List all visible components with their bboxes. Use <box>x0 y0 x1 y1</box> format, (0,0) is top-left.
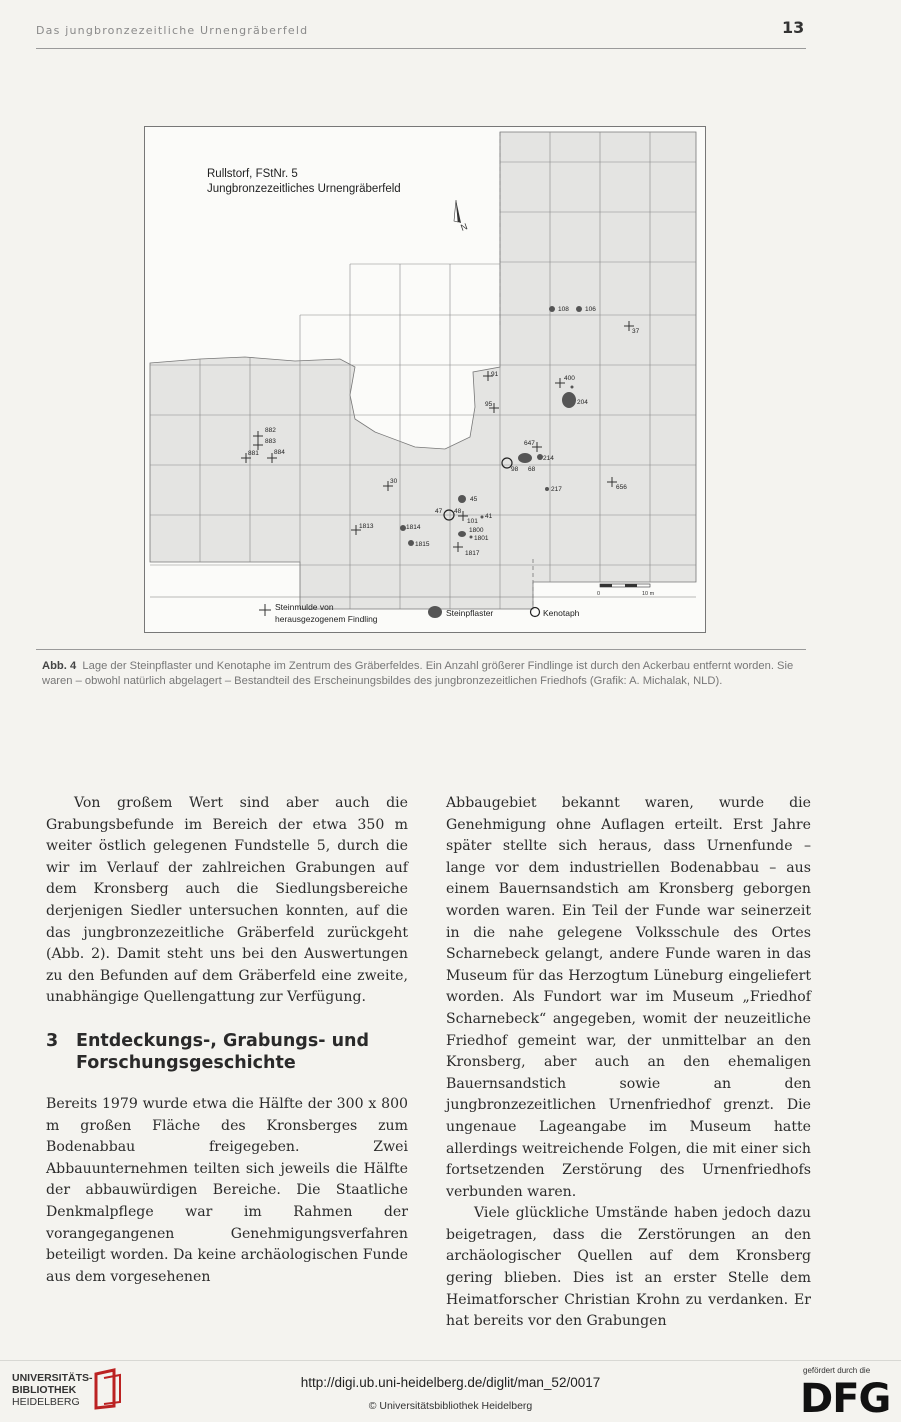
section-number: 3 <box>46 1031 59 1051</box>
label-883: 883 <box>265 438 276 445</box>
label-217: 217 <box>551 486 562 493</box>
label-882: 882 <box>265 427 276 434</box>
legend-cross-line2: herausgezogenem Findling <box>275 614 378 624</box>
scale-bar <box>597 584 655 597</box>
page-number: 13 <box>782 18 805 37</box>
library-line1: UNIVERSITÄTS- <box>12 1372 93 1384</box>
legend-stone-icon <box>428 606 442 618</box>
shaded-area <box>150 132 696 609</box>
source-url[interactable]: http://digi.ub.uni-heidelberg.de/diglit/man_52/0017 <box>300 1375 601 1390</box>
caption-label: Abb. 4 <box>42 660 77 672</box>
copyright: © Universitätsbibliothek Heidelberg <box>368 1400 533 1412</box>
paragraph: Abbaugebiet bekannt waren, wurde die Genehmigung ohne Auflagen erteilt. Erst Jahre später stellte sich heraus, dass Urnenfunde – lange vor dem industriellen Bodenabbau – aus einem Bauernsandstich am Kronsberg geborgen worden waren. Ein Teil der Funde war seinerzeit in die nahe gelegene Volksschule des Ortes Scharnebeck gelangt, andere Funde waren in das Museum für das Herzogtum Lüneburg eingeliefert worden. Als Fundort war im Museum „Friedhof Scharnebeck“ angegeben, womit der neuzeitliche Friedhof gemeint war, der unmittelbar an den Kronsberg, aber auch an den ehemaligen Bauernsandstich sowie an den jungbronzezeitlichen Urnenfriedhof grenzt. Die ungenaue Lageangabe im Museum hatte allerdings weitreichende Folgen, die mit einer sich fortsetzenden Zerstörung des Urnenfriedhofs verbunden waren. <box>446 795 811 1200</box>
label-647: 647 <box>524 440 535 447</box>
caption-rule <box>36 649 806 650</box>
dfg-logo: DFG <box>800 1376 891 1422</box>
map-title-line2: Jungbronzezeitliches Urnengräberfeld <box>207 183 401 195</box>
label-656: 656 <box>616 484 627 491</box>
scale-end: 10 m <box>642 591 655 597</box>
north-label: N <box>459 221 469 233</box>
label-41: 41 <box>485 513 493 520</box>
paragraph: Viele glückliche Umstände haben jedoch dazu beigetragen, dass die Zerstörungen an den archäologischer Quellen auf dem Kronsberg gering blieben. Dies ist an erster Stelle dem Heimatforscher Christian Krohn zu verdanken. Er hat bereits vor den Grabungen <box>446 1205 811 1330</box>
label-400: 400 <box>564 375 575 382</box>
label-101: 101 <box>467 518 478 525</box>
section-title: Entdeckungs-, Grabungs- und Forschungsgeschichte <box>76 1031 370 1073</box>
label-204: 204 <box>577 399 588 406</box>
label-48: 48 <box>454 508 462 515</box>
header-rule <box>36 48 806 49</box>
label-1817: 1817 <box>465 550 480 557</box>
label-884: 884 <box>274 449 285 456</box>
legend-stone-label: Steinpflaster <box>446 608 494 618</box>
north-arrow-icon <box>454 200 469 233</box>
label-91: 91 <box>491 371 499 378</box>
site-map-figure <box>144 126 706 633</box>
label-1801: 1801 <box>474 535 489 542</box>
paragraph: Bereits 1979 wurde etwa die Hälfte der 300 x 800 m großen Fläche des Kronsberges zum Bodenabbau freigegeben. Zwei Abbauunternehmen teilten sich jeweils die Hälfte der abbauwürdigen Bereiche. Die Staatliche Denkmalpflege war im Rahmen der vorangegangenen Genehmigungsverfahren beteiligt worden. Da keine archäologischen Funde aus dem vorgesehenen <box>46 1096 408 1285</box>
figure-caption <box>42 659 812 689</box>
label-68: 68 <box>528 466 536 473</box>
label-1800: 1800 <box>469 527 484 534</box>
library-line3: HEIDELBERG <box>12 1396 80 1408</box>
running-title: Das jungbronzezeitliche Urnengräberfeld <box>36 24 309 37</box>
label-1814: 1814 <box>406 524 421 531</box>
label-98: 98 <box>511 466 519 473</box>
label-45: 45 <box>470 496 478 503</box>
library-line2: BIBLIOTHEK <box>12 1384 77 1396</box>
paragraph: Von großem Wert sind aber auch die Grabungsbefunde im Bereich der etwa 350 m weiter östlich gelegenen Fundstelle 5, durch die wir im Verlauf der zahlreichen Grabungen auf dem Kronsberg auch die Siedlungsbereiche derjenigen Siedler untersuchen konnten, auf die das jungbronzezeitliche Gräberfeld zurückgeht (Abb. 2). Damit steht uns bei den Auswertungen zu den Befunden auf dem Gräberfeld eine zweite, unabhängige Quellengattung zur Verfügung. <box>46 795 408 1006</box>
right-column <box>446 793 811 1333</box>
label-37: 37 <box>632 328 640 335</box>
scale-zero: 0 <box>597 591 601 597</box>
left-column-top <box>46 793 408 1009</box>
label-95: 95 <box>485 401 493 408</box>
legend-circle-label: Kenotaph <box>543 608 580 618</box>
legend-cross-line1: Steinmulde von <box>275 602 334 612</box>
label-108: 108 <box>558 306 569 313</box>
label-30: 30 <box>390 478 398 485</box>
legend-circle-icon <box>531 608 540 617</box>
label-214: 214 <box>543 455 554 462</box>
funding-note: gefördert durch die <box>803 1366 871 1375</box>
left-column-bottom <box>46 1094 408 1288</box>
label-881: 881 <box>248 450 259 457</box>
label-106: 106 <box>585 306 596 313</box>
site-map <box>145 127 705 632</box>
label-1813: 1813 <box>359 523 374 530</box>
label-1815: 1815 <box>415 541 430 548</box>
map-title-line1: Rullstorf, FStNr. 5 <box>207 168 298 180</box>
caption-text: Lage der Steinpflaster und Kenotaphe im Zentrum des Gräberfeldes. Ein Anzahl größerer Findlinge ist durch den Ackerbau entfernt worden. Sie waren – obwohl natürlich abgelagert – Bestandteil des Erscheinungsbildes des jungbronzezeitlichen Friedhofs (Grafik: A. Michalak, NLD). <box>42 660 794 687</box>
label-47: 47 <box>435 508 443 515</box>
footer-rule <box>0 1360 901 1361</box>
